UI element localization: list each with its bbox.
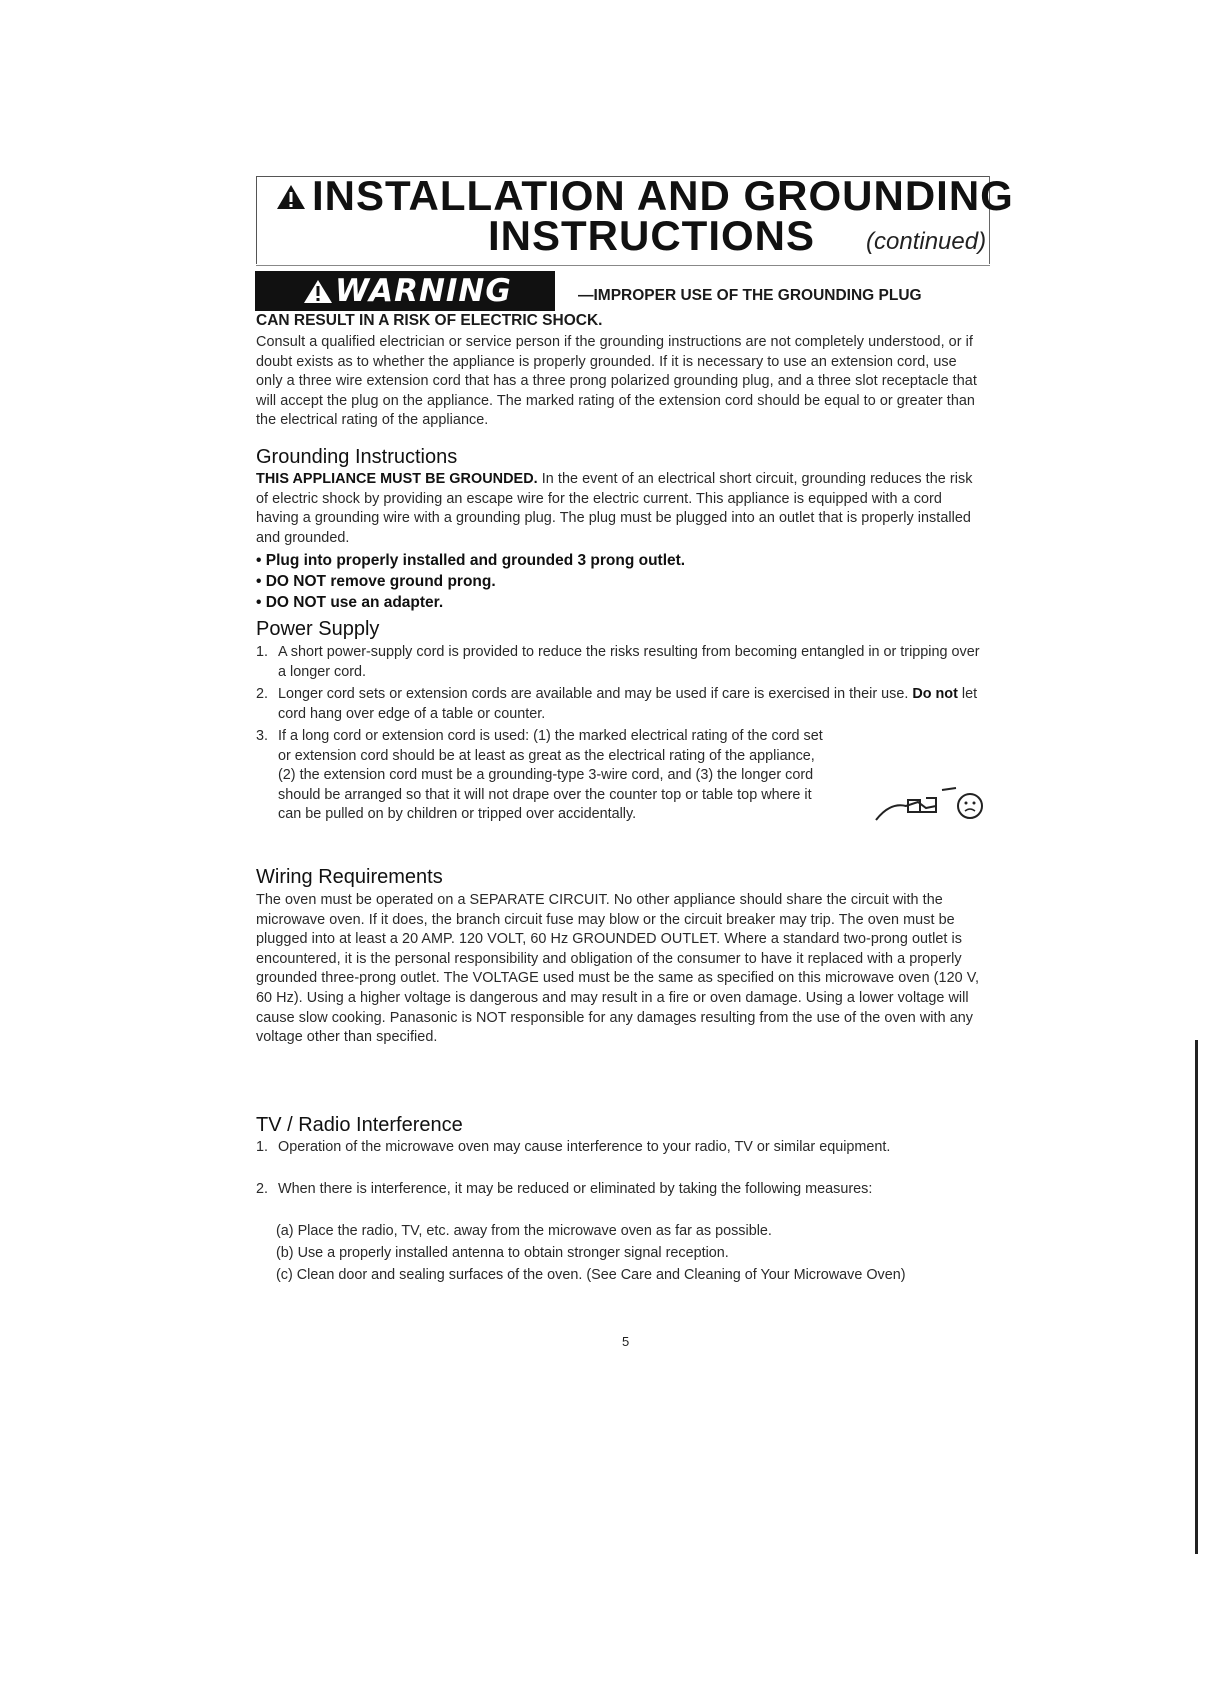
wiring-heading: Wiring Requirements — [256, 866, 443, 888]
warning-body: Consult a qualified electrician or service person if the grounding instructions are not completely understood, or if doubt exists as to whether the appliance is properly grounded. If it is necessary to use an extension cord, use only a three wire extension cord that has a three prong polarized grounding plug, and a three slot receptacle that will accept the plug on the appliance. The marked rating of the extension cord should be equal to or greater than the electrical rating of the appliance. — [256, 334, 977, 429]
tv-item-1-text: Operation of the microwave oven may cause interference to your radio, TV or similar equipment. — [278, 1139, 891, 1155]
continued-label: (continued) — [866, 228, 987, 255]
tv-item-2-number: 2. — [256, 1181, 269, 1197]
power-heading: Power Supply — [256, 618, 380, 640]
tv-item-1-number: 1. — [256, 1139, 269, 1155]
warning-triangle-icon — [276, 183, 306, 211]
grounding-lead: THIS APPLIANCE MUST BE GROUNDED. — [256, 471, 538, 487]
page-title-line1: INSTALLATION AND GROUNDING — [312, 172, 1014, 219]
grounding-bullet-1: • Plug into properly installed and grounded 3 prong outlet. — [256, 552, 686, 569]
power-item-2 — [256, 685, 986, 724]
power-item-1 — [256, 643, 986, 682]
header-frame-left — [256, 176, 257, 264]
warning-badge — [255, 271, 555, 311]
power-item-2-text-b: let cord hang over edge of a table or counter. — [278, 686, 978, 722]
power-item-2-number: 2. — [256, 686, 269, 702]
grounding-bullet-3: • DO NOT use an adapter. — [256, 594, 444, 611]
warning-badge-triangle-icon — [303, 278, 333, 305]
page-title-line2: INSTRUCTIONS — [488, 212, 815, 259]
tv-heading: TV / Radio Interference — [256, 1114, 463, 1136]
tv-sub-c: (c) Clean door and sealing surfaces of the oven. (See Care and Cleaning of Your Microwave Oven) — [276, 1267, 906, 1283]
wiring-body: The oven must be operated on a SEPARATE CIRCUIT. No other appliance should share the circuit with the microwave oven. If it does, the branch circuit fuse may blow or the circuit breaker may trip. The oven must be plugged into at least a 20 AMP. 120 VOLT, 60 Hz GROUNDED OUTLET. Where a standard two-prong outlet is encountered, it is the personal responsibility and obligation of the consumer to have it replaced with a properly grounded three-prong outlet. The VOLTAGE used must be the same as specified on this microwave oven (120 V, 60 Hz). Using a higher voltage is dangerous and may result in a fire or oven damage. Using a lower voltage will cause slow cooking. Panasonic is NOT responsible for any damages resulting from the use of the oven with any voltage other than specified. — [256, 892, 980, 1046]
power-item-3 — [256, 727, 826, 825]
warning-headline-2: CAN RESULT IN A RISK OF ELECTRIC SHOCK. — [256, 312, 603, 329]
cord-hazard-illustration-icon — [872, 780, 990, 826]
tv-sub-b: (b) Use a properly installed antenna to obtain stronger signal reception. — [276, 1245, 729, 1261]
power-item-2-text — [278, 685, 986, 724]
warning-headline-1: —IMPROPER USE OF THE GROUNDING PLUG — [578, 287, 922, 304]
power-item-2-text-a: Longer cord sets or extension cords are available and may be used if care is exercised in their use. — [278, 686, 913, 702]
scan-edge-line — [1195, 1040, 1198, 1554]
grounding-bullet-2: • DO NOT remove ground prong. — [256, 573, 496, 590]
tv-sub-a: (a) Place the radio, TV, etc. away from the microwave oven as far as possible. — [276, 1223, 772, 1239]
grounding-text: In the event of an electrical short circuit, grounding reduces the risk of electric shock by providing an escape wire for the electric current. This appliance is equipped with a cord having a grounding wire with a grounding plug. The plug must be plugged into an outlet that is properly installed and grounded. — [256, 471, 973, 546]
tv-item-2 — [256, 1180, 986, 1200]
tv-item-2-text: When there is interference, it may be reduced or eliminated by taking the following measures: — [278, 1181, 873, 1197]
power-item-3-number: 3. — [256, 728, 269, 744]
power-item-3-text: If a long cord or extension cord is used: (1) the marked electrical rating of the cord set or extension cord should be at least as great as the electrical rating of the appliance, (2) the extension cord must be a grounding-type 3-wire cord, and (3) the longer cord should be arranged so that it will not drape over the counter top or table top where it can be pulled on by children or tripped over accidentally. — [278, 728, 823, 823]
tv-item-1 — [256, 1138, 986, 1158]
power-item-1-number: 1. — [256, 644, 269, 660]
grounding-body — [256, 470, 986, 548]
power-item-2-bold: Do not — [912, 686, 958, 702]
page-number: 5 — [622, 1334, 630, 1349]
warning-badge-label: WARNING — [335, 273, 512, 309]
grounding-heading: Grounding Instructions — [256, 446, 458, 468]
power-item-1-text: A short power-supply cord is provided to reduce the risks resulting from becoming entangled in or tripping over a longer cord. — [278, 644, 980, 680]
